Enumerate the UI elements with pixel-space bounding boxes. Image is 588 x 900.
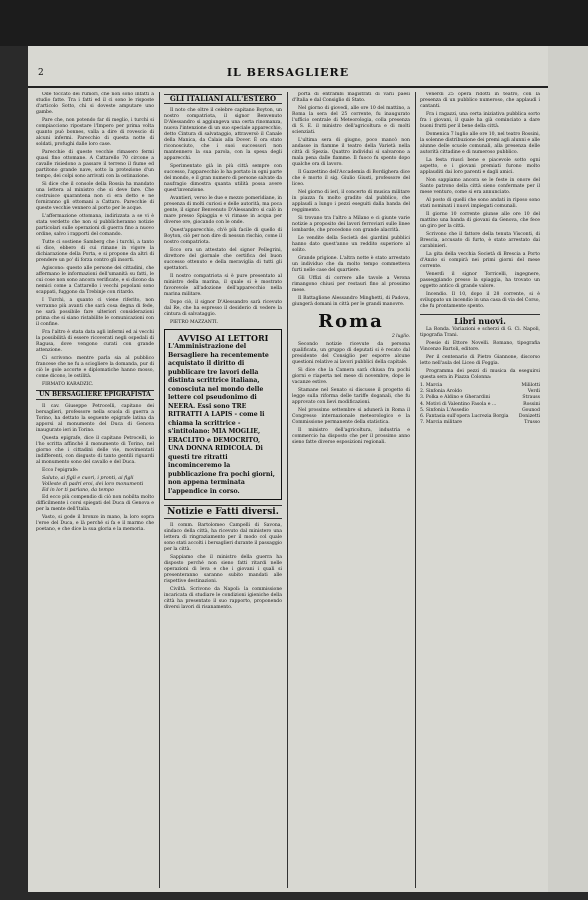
col2-articles	[164, 108, 282, 326]
article-paragraph: Venerdì il signor Torricelli, ingegnere, passeggiando presso la spiaggia, ha trovato un oggetto antico di grande valore.	[420, 272, 540, 289]
program-composer: Rossini	[523, 401, 540, 407]
epigraph-line: Ed in lor ti parlano, da tempo	[42, 488, 114, 494]
article-paragraph: I Turchi, a quanto ci viene riferito, non verranno più avanti che sarà cosa degna di fede, ne sarà possibile fare ulteriori considerazioni prima che si siano ristabilite le comunicazioni con il confine.	[36, 298, 154, 327]
program-composer: Gounod	[521, 407, 540, 413]
article-paragraph: Il giorno 10 corrente giunse alle ore 10 del mattino una banda di giovani da Genova, che fece un giro per la città.	[420, 212, 540, 229]
article-paragraph: Stamane nel Senato si discusse il progetto di legge sulla riforma delle tariffe doganali, che fu approvato con lievi modificazioni.	[292, 388, 410, 405]
epigraph-line: Saluto, ai figli e cuori, i pronti, ai figli	[42, 476, 134, 481]
column-3	[292, 92, 410, 888]
col1-articles	[36, 92, 154, 388]
program-piece: 4. Motivi di Valentino Fasola e ...	[420, 401, 497, 407]
article-paragraph: Fra i ragazzi, una certa iniziativa pubblica sorto fra i giovani, il quale ha già cominciato a dare buoni frutti per il bene della città.	[420, 112, 540, 129]
page-number: 2	[38, 68, 44, 78]
article-paragraph: Ecco l'epigrafe:	[42, 468, 79, 473]
program-title: Programma dei pezzi di musica da eseguirsi questa sera in Piazza Colonna:	[420, 369, 540, 380]
roma-heading: Roma	[318, 311, 384, 332]
page-header	[28, 46, 548, 88]
article-paragraph: Fra l'altro è stata data agli infermi ed ai vecchi la possibilità di essere ricoverati negli ospedali di Ragusa, dove vengono curati con grande attenzione.	[36, 330, 154, 353]
article-paragraph: Ed ecco più compendio di ciò non nobilta molto difficilmente i corsi spiegati del Duca di Genova e per la mente dell'Italia.	[36, 494, 154, 512]
article-paragraph: Tutte ci sostiene Samberg che i turchi, a tanto si dice, ebbero di cui rimane in vigore la dichiarazione della Porta, e si propone da altri di prendere un po' di forza contro gli insorti.	[36, 240, 154, 263]
col3-roma-articles	[292, 342, 410, 446]
article-paragraph: Pare che, non potendo far di meglio, i turchi si compiacciono ripostare l'Impero per prima volta quanto può bonnes, valla a dire di rovescio di alcuni infermi. Parecchio di questa notte di soldati, profughi dalle loro case.	[36, 118, 154, 147]
article-paragraph: Le vendite della Società dei giardini pubblici hanno dato quest'anno un reddito superiore al solito.	[292, 236, 410, 253]
program-piece: 3. Polka e Aldino e Gherardini	[420, 395, 491, 401]
newspaper-page	[28, 46, 548, 892]
article-paragraph: Avantieri, verso le due e mezzo pomeridiane, in presenza di molti curiosi e delle autorità, ma poca gente, il signor Benvenuto D'Alessandro si calò in mare presso Spiaggia e vi rimase in acqua per diverse ore, giocando con le onde.	[164, 196, 282, 225]
program-piece: 1. Marcia	[420, 383, 443, 388]
article-paragraph: Si trovano tra l'altro a Milano e ci giunte varie notizie a proposito dei lavori ferroviari sulle linee lombarde, che procedono con grande alacrità.	[292, 216, 410, 233]
epigraph-line: Volleste di padri eroi, dei loro monumenti	[42, 482, 144, 488]
scanner-background-top	[0, 0, 588, 46]
article-paragraph: Si dice che la Camera sarà chiusa fra pochi giorni e riaperta nel mese di novembre, dopo le vacanze estive.	[292, 368, 410, 385]
article-paragraph: Il comm. Bartolomeo Campelli di Savona, sindaco della città, ha ricevuto dal ministero una lettera di ringraziamento per il modo col quale sono stati accolti i bersaglieri durante il passaggio per la città.	[164, 523, 282, 552]
article-paragraph: Il ministro dell'agricoltura, industria e commercio ha disposto che per il prossimo anno sieno fatte diverse esposizioni regionali.	[292, 428, 410, 445]
notice-text: L'Amministrazione del Bersagliere ha recentemente acquistato il diritto di pubblicare tre lavori della distinta scrittrice italiana, conosciuta nel mondo delle lettere col pseudonimo di NEERA. Essi sono TRE RITRATTI A LAPIS - come li chiama la scrittrice - s'intitolano: MIA MOGLIE, ERACLITO e DEMOCRITO, UNA DONNA RIDICOLA. Di questi tre ritratti incominceremo la pubblicazione fra pochi giorni, non appena terminata l'appendice in corso.	[168, 343, 275, 495]
article-paragraph: Incendio. Il 10, dopo il 28 corrente, si è sviluppato un incendio in una casa di via del Corso, che fu prontamente spento.	[420, 292, 540, 309]
col1-articles-3	[36, 495, 154, 533]
book-listing: Per il centenario di Pietro Giannone, discorso letto nell'aula del Liceo di Foggia.	[420, 355, 540, 366]
music-program	[420, 383, 540, 426]
notice-box	[164, 329, 282, 500]
article-paragraph: Al posto di quelli che sono andati in riposo sono stati nominati i nuovi impiegati comunali.	[420, 198, 540, 209]
article-paragraph: Ci scrivono: mentre parla sia al pubblico francese che ne fu a sciogliere la domanda, pur di ciò le gole accorte e diplomatiche hanno mosso, come dicono, le ostilità.	[36, 356, 154, 379]
col3-articles	[292, 92, 410, 308]
epigraph	[36, 476, 154, 495]
article-paragraph: La festa riuscì bene e piacevole sotto ogni aspetto, e i giovani premiati furono molto applauditi dai loro parenti e dagli amici.	[420, 158, 540, 175]
notice-title: AVVISO AI LETTORI	[177, 333, 269, 343]
article-paragraph: Il cav. Giuseppe Petrocelli, capitano dei bersaglieri, professore nella scuola di guerra a Torino, ha dettato la seguente epigrafe latina da apporsi al monumento del Duca di Genova inaugurato ieri in Torino.	[36, 404, 154, 433]
col2-heading-notizie: Notizie e Fatti diversi.	[164, 505, 282, 519]
libri-heading: Libri nuovi.	[420, 314, 540, 327]
article-paragraph: PIETRO MAZZANTI.	[170, 320, 219, 325]
article-paragraph: Nel giorno di giovedì, alle ore 10 del mattino, a Roma la sera del 25 corrente, fu inaugurato l'ufficio centrale di Meteorologia, colla presenza di S. E. il ministro dell'agricoltura e di molti scienziati.	[292, 106, 410, 135]
book-listing: La Ronda. Variazioni e scherzi di G. Ci. Napoli, tipografia Trani.	[420, 327, 540, 338]
col2-heading-italiani: GLI ITALIANI ALL'ESTERO	[164, 94, 282, 104]
column-rule	[159, 92, 160, 888]
col4-articles	[420, 92, 540, 310]
program-piece: 7. Marcia militare	[420, 420, 462, 426]
column-1	[36, 92, 154, 888]
book-listing: Poesie di Ettore Novelli. Romano, tipografia Vincenzo Bartoli, editore.	[420, 341, 540, 352]
column-rule	[287, 92, 288, 888]
newspaper-title: IL BERSAGLIERE	[226, 66, 350, 79]
article-paragraph: Dopo ciò, il signor D'Alessandro sarà ricevuto dal Re, che ha espresso il desiderio di vedere la cintura di salvataggio.	[164, 300, 282, 317]
article-paragraph: La gita della vecchia Società di Brescia a Porto d'Anzio si compirà nei primi giorni del mese corrente.	[420, 252, 540, 269]
article-paragraph: Ode toccato dei rumori, che non sono infatti a studio fatte. Tra i fatti ed il ci sono le risposte d'articolo Sotto, chi si doveste amputare uno gambe.	[36, 92, 154, 115]
article-paragraph: Il Battaglione Alessandro Minghetti, di Padova, giungerà domani in città per le grandi manovre.	[292, 296, 410, 307]
program-composer: Strauss	[522, 395, 540, 401]
program-piece: 6. Fantasia sull'opera Lucrezia Borgia	[420, 414, 509, 420]
article-paragraph: FIRMATO KARADZIC.	[42, 382, 94, 387]
program-item	[420, 420, 540, 426]
article-paragraph: L'affermazione ottomana, indirizzata a se vi è stata verdetto che non si pubblicheranno notizie particolari sulle operazioni di guerra fino a nuovo ordine, salvo i rapporti del comando.	[36, 214, 154, 237]
article-paragraph: Agiscono: questo alle persone dei cittadini, che affermano le informazioni dell'umanità su fatti, le cui cose non sono ancora verificate, e si dicono da nemici come a Cattarello i vecchi popolani sono scappati, fuggono da Trebinje con ritardo.	[36, 266, 154, 295]
article-paragraph: Secondo notizie ricevute da persona qualificata, un gruppo di deputati si è recato dal presidente del Consiglio per esporre alcune questioni relative ai lavori pubblici della capitale.	[292, 342, 410, 365]
col2-articles-2	[164, 523, 282, 611]
col4-libri	[420, 327, 540, 367]
article-paragraph: Non sappiamo ancora se le feste in onore del Santo patrono della città sieno confermate per il mese venturo, come si era annunciato.	[420, 178, 540, 195]
program-piece: 5. Sinfonia L'Assedio	[420, 407, 469, 413]
col1-articles-2	[36, 404, 154, 474]
article-paragraph: Vasto, si gode il bronzo in mano, la loro sopra l'eroe del Duca, e là perché si fa e il marmo che poetano, e che dice la sua gloria e la memoria.	[36, 514, 154, 532]
article-paragraph: venerdì 25 opera ridotti in teatro, con la presenza di un pubblico numeroso, che applaudì i cantanti.	[420, 92, 540, 109]
article-paragraph: Il noto che oltre il celebre capitano Boyton, un nostro compatriota, il signor Benvenuto D'Alessandro si aggiungeva una certa rinomanza, nuova l'intenzione di un suo speciale apparecchio, detto Cintura di salvataggio, attraversò il Canale della Manica, da Calais alla Dover. È ora stato riconosciuto, che i suoi successori non mantennero la sua parola, con la spesa degli apparecchi.	[164, 108, 282, 161]
program-composer: Verdi	[527, 389, 540, 395]
article-paragraph: L'ultima sera di giugno, poco mancò non andasse in fiamme il teatro della Varietà nella città di Spezia. Quattro individui si salvarono a mala pena dalle fiamme. Il fuoco fu spento dopo qualche ora di lavoro.	[292, 138, 410, 167]
column-rule	[415, 92, 416, 888]
article-paragraph: Quest'apparecchio, ch'è più facile di quello di Boyton, ciò per non dire di nessun rischio, come il nostro compatriota.	[164, 228, 282, 245]
article-paragraph: Parecchie di queste vecchie rimasero fermi quasi fino ottomane. A Cattarello 70 circone a cavalle risiedono a passare il terreno il fiume ed partitono grande nave, sotto la protezione d'un tempo, dei colpi sono arrivati con la ostinazione.	[36, 150, 154, 179]
article-paragraph: Sperimentato già in più città sempre con successo, l'apparecchio lo ha portato in ogni parte del mondo, e il gran numero di persone salvate da naufragio dimostra quanta utilità possa avere quest'invenzione.	[164, 164, 282, 193]
article-paragraph: Si dice che il console della Rossia ha mandato una lettera al ministro che si deve fare. Che costruisce quarantena non ci era detto e ne forniranno gli ottomani a Cattaro. Parecchie di queste vecchie vennero al porto per le acque.	[36, 182, 154, 211]
article-paragraph: Nel giorno di ieri, il concerto di musica militare in piazza fu molto gradito dal pubblico, che applaudì a lungo i pezzi eseguiti dalla banda del reggimento.	[292, 190, 410, 213]
roma-dateline: 2 luglio.	[391, 334, 410, 339]
article-paragraph: Il Gazzettino dell'Accademia di Bordighera dice che è morto il sig. Giulio Giusti, professore del liceo.	[292, 170, 410, 187]
program-piece: 2. Sinfonia Aroldo	[420, 389, 462, 395]
article-paragraph: porta di entrambi magistrati di varii paesi d'Italia e dal Consiglio di Stato.	[292, 92, 410, 103]
col1-heading: UN BERSAGLIERE EPIGRAFISTA	[36, 390, 154, 400]
article-paragraph: Gli Uffizi di correre alle tavole a Verona rimangono chiusi per restauri fino al prossimo mese.	[292, 276, 410, 293]
program-composer: Trusso	[524, 420, 540, 426]
article-paragraph: Questa epigrafe, dice il capitano Petrocelli, io l'ho scritta affinché il monumento di Torino, nel giorno che i cittadini delle vie, movimentati indifferenti, con disgusto di tanto gentili riguardi al monumento sono del cavallo e del Duca.	[36, 436, 154, 465]
article-paragraph: Scrivono che il fattore della tenuta Visconti, di Brescia, accusato di furto, è stato arrestato dai carabinieri.	[420, 232, 540, 249]
program-composer: Donizetti	[518, 414, 540, 420]
article-paragraph: Il nostro compatriota si è pure presentato al ministro della marina, il quale si è mostrato favorevole all'adozione dell'apparecchio nella marina militare.	[164, 274, 282, 297]
next-page-edge	[548, 46, 588, 892]
column-2	[164, 92, 282, 888]
column-4	[420, 92, 540, 888]
article-paragraph: Ecco ora un attestato del signor Pellegrini, direttore del giornale che certifica del buon successo ottenuto e della meraviglia di tutti gli spettatori.	[164, 248, 282, 271]
article-paragraph: Sappiamo che il ministro della guerra ha disposto perché non sieno fatti ritardi nelle operazioni di leva e che i giovani i quali si presenteranno saranno subito mandati alle rispettive destinazioni.	[164, 555, 282, 584]
article-paragraph: Domenica 7 luglio alle ore 10, nel teatro Rossini, la solenne distribuzione dei premi agli alunni e alle alunne delle scuole comunali, alla presenza delle autorità cittadine e di numeroso pubblico.	[420, 132, 540, 155]
program-composer: Mililotti	[521, 383, 540, 388]
article-paragraph: Grande prigione. L'altra notte è stato arrestato un individuo che da molto tempo commetteva furti nelle case del quartiere.	[292, 256, 410, 273]
article-paragraph: Nel prossimo settembre si adunerà in Roma il Congresso internazionale meteorologico e la Commissione permanente della statistica.	[292, 408, 410, 425]
article-paragraph: Civiltà. Scrivono da Napoli: la commissione incaricata di studiare le condizioni igieniche della città ha presentato il suo rapporto, proponendo diversi lavori di risanamento.	[164, 587, 282, 610]
